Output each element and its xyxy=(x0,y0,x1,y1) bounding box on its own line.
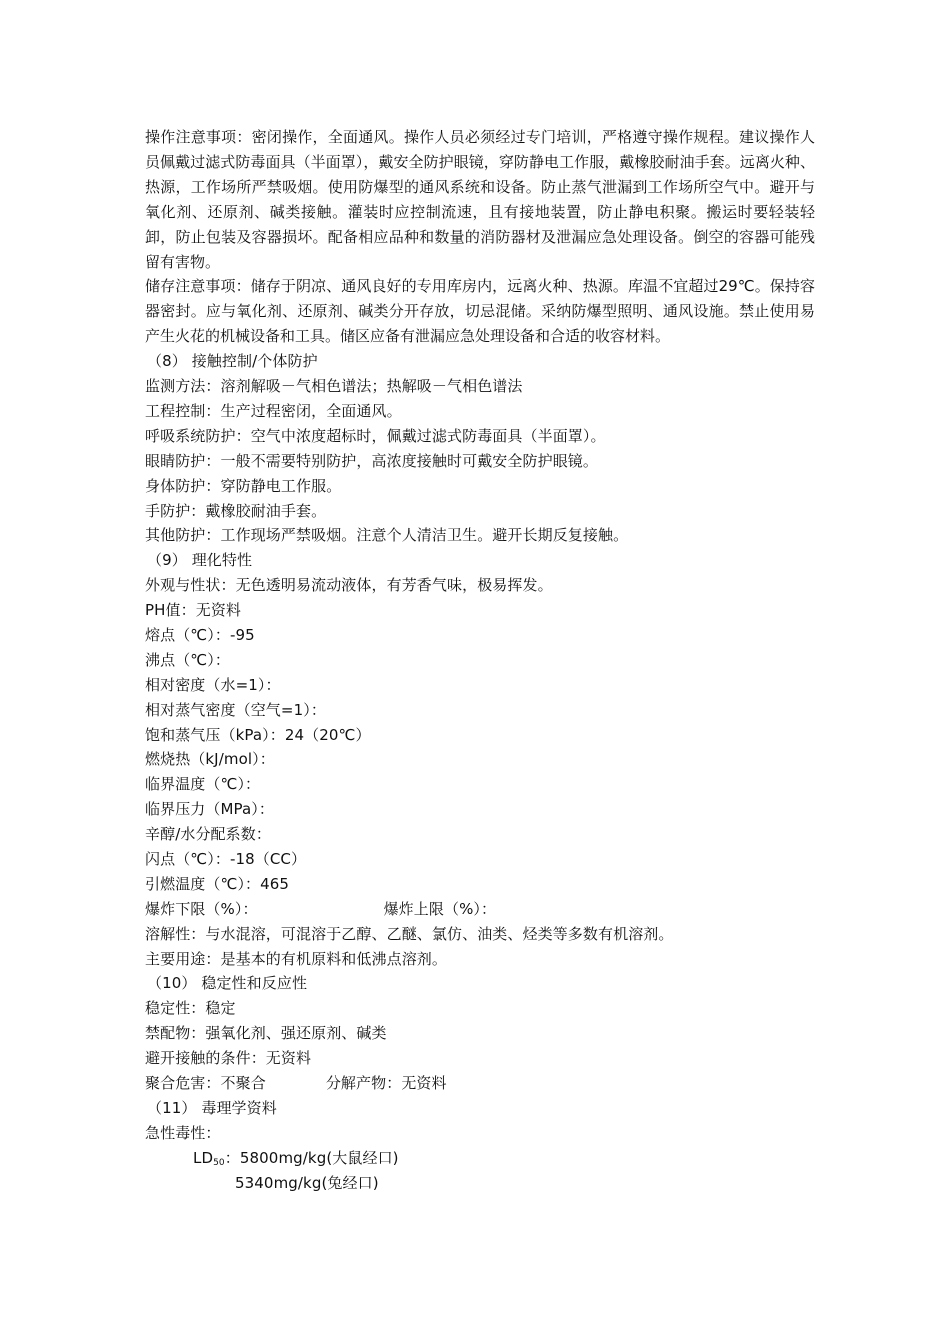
main-uses: 主要用途：是基本的有机原料和低沸点溶剂。 xyxy=(145,949,448,968)
critical-pressure: 临界压力（MPa）： xyxy=(145,800,275,819)
acute-toxicity: 急性毒性： xyxy=(145,1123,221,1142)
partition-coefficient: 辛醇/水分配系数： xyxy=(145,825,271,844)
ld50-rat-value: ：5800mg/kg(大鼠经口) xyxy=(224,1148,399,1167)
relative-vapor-density: 相对蒸气密度（空气=1）： xyxy=(145,700,326,719)
other-protection: 其他防护：工作现场严禁吸烟。注意个人清洁卫生。避开长期反复接触。 xyxy=(145,526,629,545)
storage-precautions: 储存注意事项：储存于阴凉、通风良好的专用库房内，远离火种、热源。库温不宜超过29℃。保持容器密封。应与氧化剂、还原剂、碱类分开存放，切忌混储。采纳防爆型照明、通风设施。禁止使用易产生火花的机械设备和工具。储区应备有泄漏应急处理设备和合适的收容材料。 xyxy=(145,277,815,346)
polymerization-hazard: 聚合危害：不聚合 xyxy=(145,1073,266,1092)
ph-value: PH值：无资料 xyxy=(145,601,242,620)
handling-precautions: 操作注意事项：密闭操作，全面通风。操作人员必须经过专门培训，严格遵守操作规程。建议操作人员佩戴过滤式防毒面具（半面罩），戴安全防护眼镜，穿防静电工作服，戴橡胶耐油手套。远离火种、热源，工作场所严禁吸烟。使用防爆型的通风系统和设备。防止蒸气泄漏到工作场所空气中。避开与氧化剂、还原剂、碱类接触。灌装时应控制流速，且有接地装置，防止静电积聚。搬运时要轻装轻卸，防止包装及容器损坏。配备相应品种和数量的消防器材及泄漏应急处理设备。倒空的容器可能残留有害物。 xyxy=(145,128,815,271)
explosion-limits xyxy=(145,897,815,922)
hand-protection: 手防护：戴橡胶耐油手套。 xyxy=(145,501,327,520)
document-body xyxy=(145,125,815,1195)
solubility: 溶解性：与水混溶，可混溶于乙醇、乙醚、氯仿、油类、烃类等多数有机溶剂。 xyxy=(145,924,674,943)
combustion-heat: 燃烧热（kJ/mol）： xyxy=(145,750,275,769)
boiling-point: 沸点（℃）： xyxy=(145,650,230,669)
ld50-rabbit: 5340mg/kg(兔经口) xyxy=(235,1173,379,1192)
ld-subscript: 50 xyxy=(213,1157,225,1168)
relative-density-water: 相对密度（水=1）： xyxy=(145,675,281,694)
saturated-vapor-pressure: 饱和蒸气压（kPa）：24（20℃） xyxy=(145,725,371,744)
ignition-temperature: 引燃温度（℃）：465 xyxy=(145,874,290,893)
appearance: 外观与性状：无色透明易流动液体，有芳香气味，极易挥发。 xyxy=(145,576,553,595)
eye-protection: 眼睛防护：一般不需要特别防护，高浓度接触时可戴安全防护眼镜。 xyxy=(145,451,599,470)
ld-label: LD xyxy=(193,1148,214,1167)
melting-point: 熔点（℃）：-95 xyxy=(145,625,255,644)
section-11-heading: （11） 毒理学资料 xyxy=(147,1098,277,1117)
monitoring-method: 监测方法：溶剂解吸－气相色谱法；热解吸－气相色谱法 xyxy=(145,377,523,396)
incompatible-materials: 禁配物：强氧化剂、强还原剂、碱类 xyxy=(145,1024,387,1043)
body-protection: 身体防护：穿防静电工作服。 xyxy=(145,476,342,495)
ld50-rat xyxy=(145,1146,815,1171)
section-9-heading: （9） 理化特性 xyxy=(147,551,253,570)
polymerization-decomposition xyxy=(145,1071,815,1096)
engineering-control: 工程控制：生产过程密闭，全面通风。 xyxy=(145,401,402,420)
section-8-heading: （8） 接触控制/个体防护 xyxy=(147,352,318,371)
upper-explosion-limit: 爆炸上限（%）： xyxy=(383,899,497,918)
respiratory-protection: 呼吸系统防护：空气中浓度超标时，佩戴过滤式防毒面具（半面罩）。 xyxy=(145,426,606,445)
stability: 稳定性：稳定 xyxy=(145,999,236,1018)
conditions-to-avoid: 避开接触的条件：无资料 xyxy=(145,1049,312,1068)
flash-point: 闪点（℃）：-18（CC） xyxy=(145,849,307,868)
lower-explosion-limit: 爆炸下限（%）： xyxy=(145,899,258,918)
section-10-heading: （10） 稳定性和反应性 xyxy=(147,974,308,993)
decomposition-products: 分解产物：无资料 xyxy=(325,1073,447,1092)
critical-temperature: 临界温度（℃）： xyxy=(145,775,261,794)
